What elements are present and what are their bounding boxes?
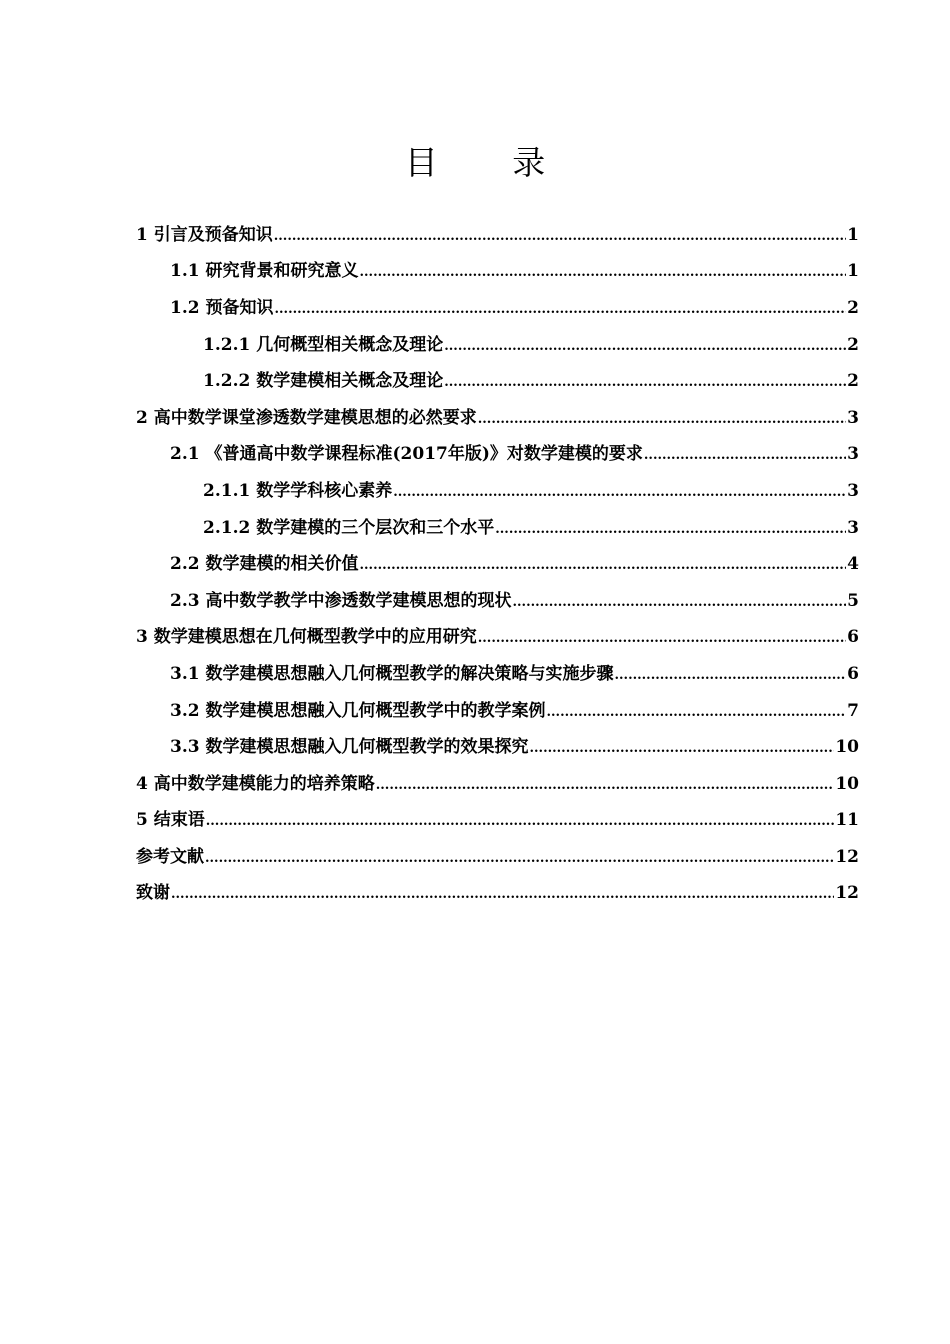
toc-entry-title: 3.2 数学建模思想融入几何概型教学中的教学案例 xyxy=(170,700,546,721)
toc-page-number: 10 xyxy=(835,737,859,758)
toc-page-number: 6 xyxy=(847,627,859,648)
toc-page-number: 10 xyxy=(835,773,859,794)
toc-page-number: 6 xyxy=(847,663,859,684)
toc-entry-title: 3.3 数学建模思想融入几何概型教学的效果探究 xyxy=(170,737,529,758)
toc-title: 目 录 xyxy=(404,143,578,182)
toc-leader-dots xyxy=(478,627,846,647)
toc-entry-row xyxy=(136,220,859,245)
toc-entry-row xyxy=(136,622,859,647)
toc-entry[interactable] xyxy=(0,287,950,324)
toc-leader-dots xyxy=(547,701,847,721)
toc-page-number: 2 xyxy=(847,297,859,318)
toc-entry-row xyxy=(170,549,859,574)
toc-entry-row xyxy=(136,403,859,428)
toc-page-number: 2 xyxy=(847,371,859,392)
toc-page-number: 12 xyxy=(835,846,859,867)
toc-leader-dots xyxy=(513,591,847,611)
toc-entry-title: 参考文献 xyxy=(136,846,204,867)
toc-entry-row xyxy=(170,586,859,611)
toc-entry-title: 致谢 xyxy=(136,883,170,904)
toc-entry[interactable] xyxy=(0,251,950,288)
toc-entry-row xyxy=(203,476,859,501)
toc-leader-dots xyxy=(644,444,846,464)
toc-entry-title: 1 引言及预备知识 xyxy=(136,224,273,245)
toc-leader-dots xyxy=(205,847,834,867)
toc-entry-title: 2.1 《普通高中数学课程标准(2017年版)》对数学建模的要求 xyxy=(170,444,643,465)
toc-page-number: 11 xyxy=(835,810,859,831)
toc-entry-row xyxy=(203,366,859,391)
toc-entry-title: 1.2 预备知识 xyxy=(170,297,274,318)
toc-page-number: 1 xyxy=(847,261,859,282)
toc-entry[interactable] xyxy=(0,763,950,800)
toc-leader-dots xyxy=(444,371,846,391)
toc-entry-row xyxy=(170,256,859,281)
toc-entry-title: 3 数学建模思想在几何概型教学中的应用研究 xyxy=(136,627,477,648)
toc-entry[interactable] xyxy=(0,397,950,434)
toc-entry-row xyxy=(136,842,859,867)
toc-entry-title: 2.1.2 数学建模的三个层次和三个水平 xyxy=(203,517,495,538)
toc-page-number: 3 xyxy=(847,517,859,538)
toc-entry[interactable] xyxy=(0,726,950,763)
toc-entry-title: 4 高中数学建模能力的培养策略 xyxy=(136,773,375,794)
toc-leader-dots xyxy=(530,737,835,757)
toc-leader-dots xyxy=(444,335,846,355)
toc-entry-title: 2.3 高中数学教学中渗透数学建模思想的现状 xyxy=(170,590,512,611)
toc-leader-dots xyxy=(478,408,846,428)
toc-entry[interactable] xyxy=(0,214,950,251)
toc-entry[interactable] xyxy=(0,324,950,361)
toc-page-number: 7 xyxy=(847,700,859,721)
toc-entry-title: 1.2.2 数学建模相关概念及理论 xyxy=(203,371,444,392)
toc-entry[interactable] xyxy=(0,360,950,397)
toc-leader-dots xyxy=(360,554,847,574)
toc-entry-title: 2.1.1 数学学科核心素养 xyxy=(203,480,393,501)
toc-entry-row xyxy=(170,696,859,721)
toc-leader-dots xyxy=(393,481,846,501)
toc-entry-title: 1.2.1 几何概型相关概念及理论 xyxy=(203,334,444,355)
toc-page-number: 3 xyxy=(847,407,859,428)
toc-entry[interactable] xyxy=(0,653,950,690)
toc-entry[interactable] xyxy=(0,543,950,580)
toc-page-number: 12 xyxy=(835,883,859,904)
toc-leader-dots xyxy=(615,664,847,684)
toc-leader-dots xyxy=(376,774,835,794)
toc-leader-dots xyxy=(206,810,835,830)
toc-entry-row xyxy=(170,293,859,318)
toc-entry-row xyxy=(203,330,859,355)
toc-page-number: 1 xyxy=(847,224,859,245)
toc-entry-row xyxy=(136,878,859,903)
toc-leader-dots xyxy=(360,261,847,281)
toc-entry[interactable] xyxy=(0,507,950,544)
toc-entry[interactable] xyxy=(0,836,950,873)
toc-entry[interactable] xyxy=(0,470,950,507)
toc-page-number: 3 xyxy=(847,444,859,465)
toc-leader-dots xyxy=(275,298,847,318)
toc-entry-title: 5 结束语 xyxy=(136,810,205,831)
toc-entry[interactable] xyxy=(0,873,950,910)
toc-page-number: 3 xyxy=(847,480,859,501)
toc-entry-row xyxy=(170,732,859,757)
toc-entry-row xyxy=(170,439,859,464)
toc-entry-title: 2.2 数学建模的相关价值 xyxy=(170,554,359,575)
table-of-contents xyxy=(0,214,950,909)
toc-entry[interactable] xyxy=(0,434,950,471)
toc-leader-dots xyxy=(495,518,846,538)
toc-entry[interactable] xyxy=(0,617,950,654)
toc-entry-row xyxy=(136,769,859,794)
toc-leader-dots xyxy=(274,225,846,245)
toc-entry[interactable] xyxy=(0,800,950,837)
toc-page-number: 4 xyxy=(847,554,859,575)
toc-entry-title: 2 高中数学课堂渗透数学建模思想的必然要求 xyxy=(136,407,477,428)
toc-entry-title: 1.1 研究背景和研究意义 xyxy=(170,261,359,282)
toc-page-number: 5 xyxy=(847,590,859,611)
toc-entry-row xyxy=(136,805,859,830)
toc-entry[interactable] xyxy=(0,580,950,617)
toc-entry-row xyxy=(170,659,859,684)
toc-entry-title: 3.1 数学建模思想融入几何概型教学的解决策略与实施步骤 xyxy=(170,663,614,684)
toc-entry-row xyxy=(203,513,859,538)
toc-entry[interactable] xyxy=(0,690,950,727)
toc-page-number: 2 xyxy=(847,334,859,355)
toc-leader-dots xyxy=(171,883,834,903)
